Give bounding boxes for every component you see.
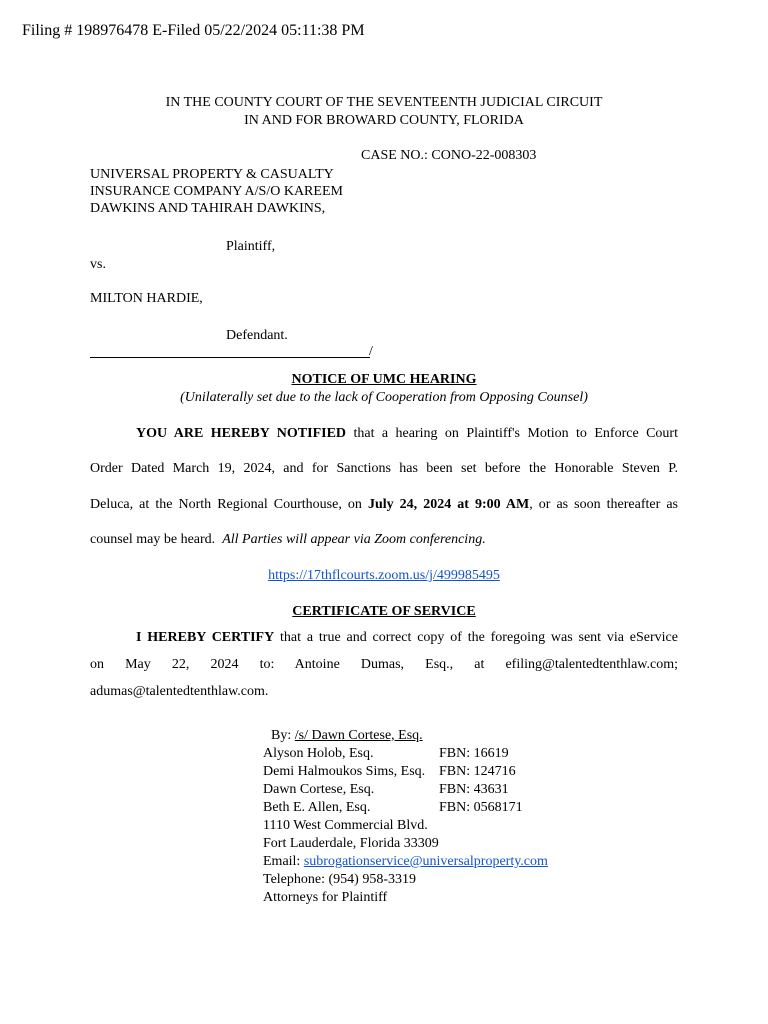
telephone: Telephone: (954) 958-3319 (263, 872, 416, 887)
zoom-link-row (0, 567, 768, 585)
attorney-name-2: Demi Halmoukos Sims, Esq. (263, 764, 426, 779)
caption-rule-slash: / (369, 344, 373, 359)
plaintiff-line-3: DAWKINS AND TAHIRAH DAWKINS, (90, 201, 326, 216)
notice-line-1-text: that a hearing on Plaintiff's Motion to Enforce Court (346, 426, 678, 441)
notice-bold-lead: YOU ARE HEREBY NOTIFIED (136, 426, 347, 441)
signature-by-label: By: (271, 728, 295, 743)
attorney-fbn-3: FBN: 43631 (439, 782, 509, 797)
caption-rule (90, 357, 370, 358)
notice-line-3-pre: Deluca, at the North Regional Courthouse, on (90, 497, 368, 512)
attorney-fbn-4: FBN: 0568171 (439, 800, 523, 815)
versus: vs. (90, 257, 106, 272)
case-number: CASE NO.: CONO-22-008303 (361, 148, 537, 163)
notice-line-4 (90, 531, 486, 549)
email-row (263, 853, 548, 871)
notice-line-2: Order Dated March 19, 2024, and for Sanctions has been set before the Honorable Steven P. (90, 461, 678, 476)
certificate-line-1 (90, 629, 678, 647)
notice-line-3-post: , or as soon thereafter as (529, 497, 678, 512)
defendant-name: MILTON HARDIE, (90, 291, 203, 306)
email-link[interactable]: subrogationservice@universalproperty.com (303, 854, 548, 869)
hearing-date-time: July 24, 2024 at 9:00 AM (367, 497, 530, 512)
certificate-line-1-text: that a true and correct copy of the foregoing was sent via eService (274, 630, 678, 645)
zoom-link[interactable]: https://17thflcourts.zoom.us/j/499985495 (268, 568, 500, 583)
signature-line: /s/ Dawn Cortese, Esq. (294, 728, 423, 743)
address-line-2: Fort Lauderdale, Florida 33309 (263, 836, 439, 851)
notice-title: NOTICE OF UMC HEARING (291, 372, 477, 387)
address-line-1: 1110 West Commercial Blvd. (263, 818, 428, 833)
notice-line-4-pre: counsel may be heard. (90, 532, 223, 547)
certificate-line-3: adumas@talentedtenthlaw.com. (90, 684, 269, 699)
signature-by (271, 727, 423, 745)
attorney-name-4: Beth E. Allen, Esq. (263, 800, 371, 815)
notice-subtitle: (Unilaterally set due to the lack of Cooperation from Opposing Counsel) (180, 390, 588, 405)
email-label: Email: (263, 854, 304, 869)
notice-line-1 (90, 425, 678, 443)
attorney-fbn-1: FBN: 16619 (439, 746, 509, 761)
plaintiff-role: Plaintiff, (226, 239, 276, 254)
attorney-name-3: Dawn Cortese, Esq. (263, 782, 375, 797)
plaintiff-line-1: UNIVERSAL PROPERTY & CASUALTY (90, 167, 334, 182)
certificate-line-2: on May 22, 2024 to: Antoine Dumas, Esq., at efiling@talentedtenthlaw.com; (90, 657, 678, 672)
filing-header: Filing # 198976478 E-Filed 05/22/2024 05:11:38 PM (22, 22, 365, 39)
certificate-bold-lead: I HEREBY CERTIFY (136, 630, 275, 645)
court-name-line-2: IN AND FOR BROWARD COUNTY, FLORIDA (244, 113, 524, 128)
court-name-line-1: IN THE COUNTY COURT OF THE SEVENTEENTH JUDICIAL CIRCUIT (165, 95, 603, 110)
zoom-note: All Parties will appear via Zoom conferencing. (222, 532, 486, 547)
certificate-title: CERTIFICATE OF SERVICE (292, 604, 476, 619)
notice-line-3 (90, 496, 678, 514)
plaintiff-line-2: INSURANCE COMPANY A/S/O KAREEM (90, 184, 343, 199)
attorney-name-1: Alyson Holob, Esq. (263, 746, 374, 761)
defendant-role: Defendant. (226, 328, 288, 343)
attorneys-for: Attorneys for Plaintiff (263, 890, 388, 905)
attorney-fbn-2: FBN: 124716 (439, 764, 516, 779)
